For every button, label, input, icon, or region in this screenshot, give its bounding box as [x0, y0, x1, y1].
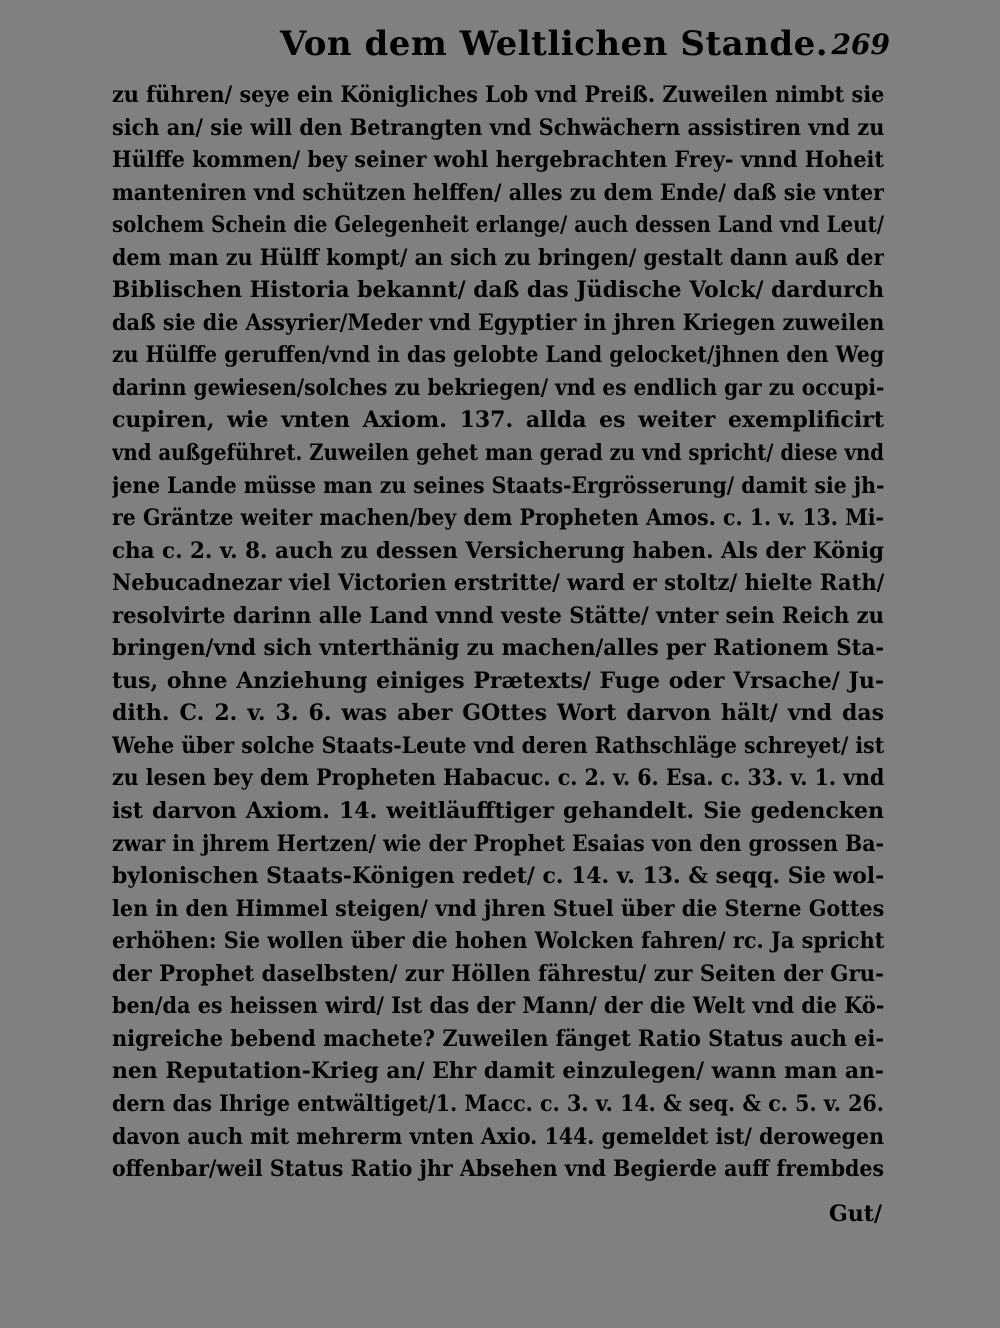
text-line: bringen/vnd sich vnterthänig zu machen/alles per Rationem Sta- [112, 635, 884, 662]
text-line: jene Lande müsse man zu seines Staats-Ergrösserung/ damit sie jh- [112, 472, 884, 499]
text-line: vnd außgeführet. Zuweilen gehet man gerad zu vnd spricht/ diese vnd [112, 440, 884, 467]
text-line: dith. C. 2. v. 3. 6. was aber GOttes Wort darvon hält/ vnd das [112, 700, 884, 727]
page-number: 269 [831, 28, 890, 61]
text-line: Hülffe kommen/ bey seiner wohl hergebrachten Frey- vnnd Hoheit [112, 147, 884, 174]
page-header [110, 20, 890, 70]
text-line: nigreiche bebend machete? Zuweilen fänget Ratio Status auch ei- [112, 1025, 884, 1052]
body-text [112, 79, 884, 1186]
text-line: bylonischen Staats-Königen redet/ c. 14. v. 13. & seqq. Sie wol- [112, 863, 884, 890]
text-line: cupiren, wie vnten Axiom. 137. allda es weiter exemplificirt [112, 407, 884, 434]
text-line: Nebucadnezar viel Victorien erstritte/ ward er stoltz/ hielte Rath/ [112, 570, 884, 597]
text-line: solchem Schein die Gelegenheit erlange/ auch dessen Land vnd Leut/ [112, 212, 884, 239]
text-line: zwar in jhrem Hertzen/ wie der Prophet Esaias von den grossen Ba- [112, 830, 884, 857]
running-head: Von dem Weltlichen Stande. [280, 24, 829, 64]
text-line: zu lesen bey dem Propheten Habacuc. c. 2. v. 6. Esa. c. 33. v. 1. vnd [112, 765, 884, 792]
text-line: dem man zu Hülff kompt/ an sich zu bringen/ gestalt dann auß der [112, 244, 884, 271]
text-line: nen Reputation-Krieg an/ Ehr damit einzulegen/ wann man an- [112, 1058, 884, 1085]
text-line: ben/da es heissen wird/ Ist das der Mann/ der die Welt vnd die Kö- [112, 993, 884, 1020]
text-line: dern das Ihrige entwältiget/1. Macc. c. 3. v. 14. & seq. & c. 5. v. 26. [112, 1090, 884, 1117]
text-line: tus, ohne Anziehung einiges Prætexts/ Fuge oder Vrsache/ Ju- [112, 667, 884, 694]
text-line: darinn gewiesen/solches zu bekriegen/ vnd es endlich gar zu occupi- [112, 374, 884, 401]
text-line: sich an/ sie will den Betrangten vnd Schwächern assistiren vnd zu [112, 114, 884, 141]
text-line: der Prophet daselbsten/ zur Höllen fährestu/ zur Seiten der Gru- [112, 960, 884, 987]
catchword: Gut/ [829, 1201, 882, 1227]
text-line: Biblischen Historia bekannt/ daß das Jüdische Volck/ dardurch [112, 277, 884, 304]
text-line: daß sie die Assyrier/Meder vnd Egyptier in jhren Kriegen zuweilen [112, 309, 884, 336]
text-line: zu Hülffe geruffen/vnd in das gelobte Land gelocket/jhnen den Weg [112, 342, 884, 369]
text-line: re Gräntze weiter machen/bey dem Propheten Amos. c. 1. v. 13. Mi- [112, 505, 884, 532]
text-line: erhöhen: Sie wollen über die hohen Wolcken fahren/ rc. Ja spricht [112, 928, 884, 955]
text-line: ist darvon Axiom. 14. weitläufftiger gehandelt. Sie gedencken [112, 798, 884, 825]
text-line: resolvirte darinn alle Land vnnd veste Stätte/ vnter sein Reich zu [112, 602, 884, 629]
text-line: offenbar/weil Status Ratio jhr Absehen vnd Begierde auff frembdes [112, 1156, 884, 1183]
text-line: len in den Himmel steigen/ vnd jhren Stuel über die Sterne Gottes [112, 895, 884, 922]
text-line: cha c. 2. v. 8. auch zu dessen Versicherung haben. Als der König [112, 537, 884, 564]
text-line: zu führen/ seye ein Königliches Lob vnd Preiß. Zuweilen nimbt sie [112, 82, 884, 108]
text-line: Wehe über solche Staats-Leute vnd deren Rathschläge schreyet/ ist [112, 732, 884, 759]
text-line: davon auch mit mehrerm vnten Axio. 144. gemeldet ist/ derowegen [112, 1123, 884, 1150]
text-line: manteniren vnd schützen helffen/ alles zu dem Ende/ daß sie vnter [112, 179, 884, 206]
